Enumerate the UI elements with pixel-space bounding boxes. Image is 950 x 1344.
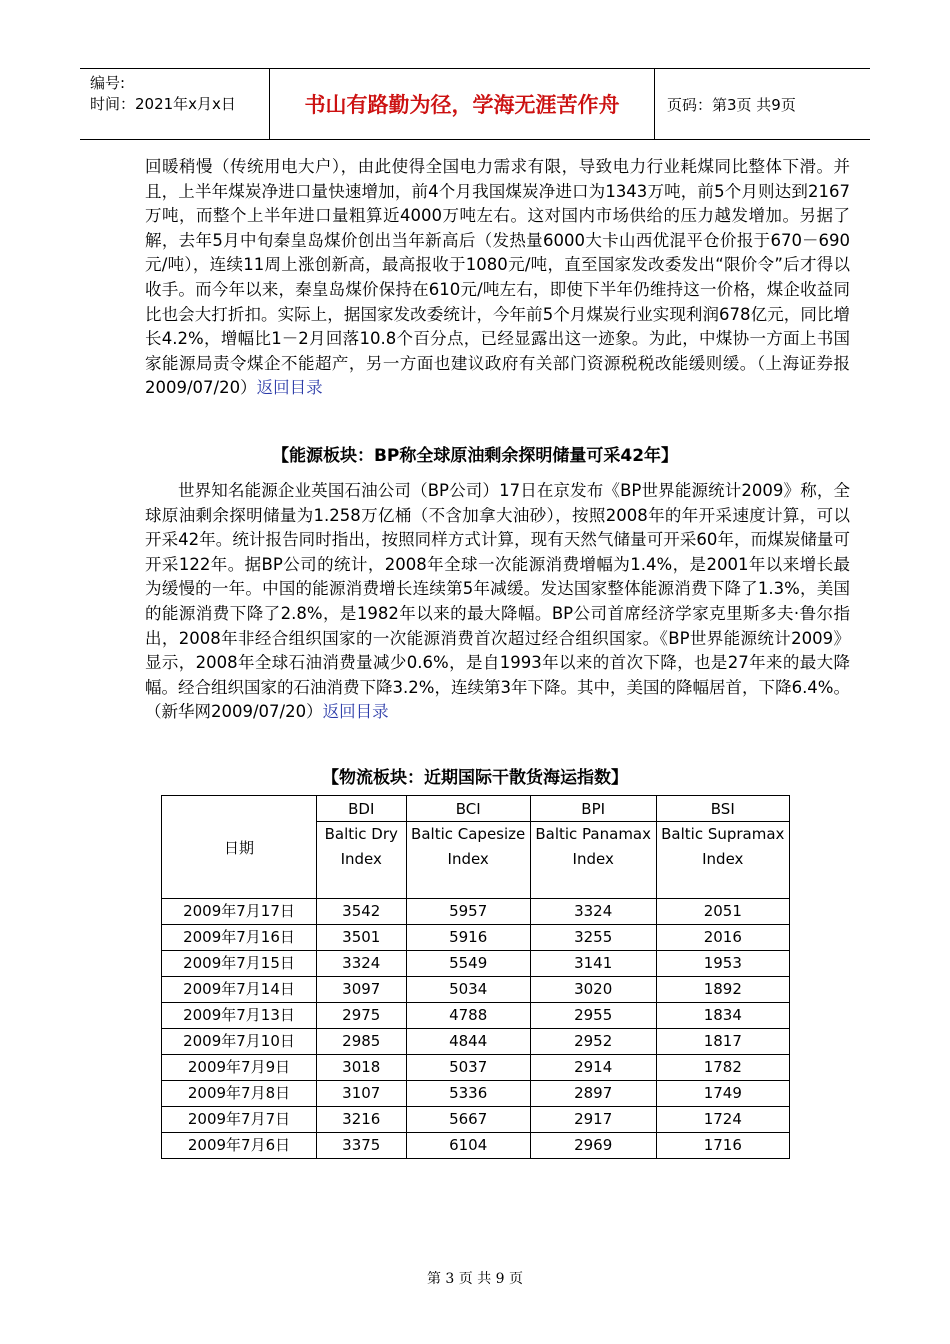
row-date: 2009年7月6日: [162, 1133, 317, 1159]
cell-bci: 5957: [406, 899, 530, 925]
logistics-section-heading: 【物流板块：近期国际干散货海运指数】: [322, 768, 628, 788]
energy-section-heading: 【能源板块：BP称全球原油剩余探明储量可采42年】: [271, 446, 679, 466]
cell-bci: 5336: [406, 1081, 530, 1107]
cell-bci: 5916: [406, 925, 530, 951]
cell-bpi: 3020: [530, 977, 656, 1003]
column-code-bdi: BDI: [317, 796, 407, 822]
cell-bdi: 3097: [317, 977, 407, 1003]
cell-bci: 6104: [406, 1133, 530, 1159]
cell-bpi: 2917: [530, 1107, 656, 1133]
cell-bdi: 3375: [317, 1133, 407, 1159]
column-name-bsi: Baltic Supramax Index: [656, 822, 789, 899]
freight-index-table: [161, 795, 790, 1159]
cell-bsi: 1817: [656, 1029, 789, 1055]
column-code-bci: BCI: [406, 796, 530, 822]
cell-bsi: 1782: [656, 1055, 789, 1081]
cell-bdi: 3501: [317, 925, 407, 951]
table-row: [162, 977, 790, 1003]
cell-bsi: 2051: [656, 899, 789, 925]
cell-bdi: 3107: [317, 1081, 407, 1107]
cell-bsi: 1834: [656, 1003, 789, 1029]
paragraph-coal-text: 回暖稍慢（传统用电大户），由此使得全国电力需求有限，导致电力行业耗煤同比整体下滑。并且，上半年煤炭净进口量快速增加，前4个月我国煤炭净进口为1343万吨，前5个月则达到2167万吨，而整个上半年进口量粗算近4000万吨左右。这对国内市场供给的压力越发增加。另据了解，去年5月中旬秦皇岛煤价创出当年新高后（发热量6000大卡山西优混平仓价报于670－690元/吨），连续11周上涨创新高，最高报收于1080元/吨，直至国家发改委发出“限价令”后才得以收手。而今年以来，秦皇岛煤价保持在610元/吨左右，即使下半年仍维持这一价格，煤企收益同比也会大打折扣。实际上，据国家发改委统计，今年前5个月煤炭行业实现利润678亿元，同比增长4.2%，增幅比1－2月回落10.8个百分点，已经显露出这一迹象。为此，中煤协一方面上书国家能源局责令煤企不能超产，另一方面也建议政府有关部门资源税税改能缓则缓。（上海证券报2009/07/20）: [145, 157, 850, 398]
cell-bci: 5034: [406, 977, 530, 1003]
table-row: [162, 899, 790, 925]
row-date: 2009年7月13日: [162, 1003, 317, 1029]
back-to-toc-link[interactable]: 返回目录: [322, 702, 389, 722]
cell-bsi: 1749: [656, 1081, 789, 1107]
cell-bsi: 1724: [656, 1107, 789, 1133]
table-row: [162, 1081, 790, 1107]
row-date: 2009年7月16日: [162, 925, 317, 951]
cell-bpi: 3255: [530, 925, 656, 951]
column-name-bci: Baltic Capesize Index: [406, 822, 530, 899]
cell-bpi: 2914: [530, 1055, 656, 1081]
cell-bdi: 2985: [317, 1029, 407, 1055]
column-code-bpi: BPI: [530, 796, 656, 822]
cell-bpi: 3141: [530, 951, 656, 977]
cell-bci: 4788: [406, 1003, 530, 1029]
paragraph-coal: [145, 155, 850, 401]
header-time-label: 时间：2021年x月x日: [90, 95, 236, 113]
column-code-bsi: BSI: [656, 796, 789, 822]
cell-bci: 5667: [406, 1107, 530, 1133]
table-row: [162, 1055, 790, 1081]
cell-bsi: 2016: [656, 925, 789, 951]
table-row: [162, 1107, 790, 1133]
cell-bdi: 2975: [317, 1003, 407, 1029]
row-date: 2009年7月10日: [162, 1029, 317, 1055]
table-row: [162, 1133, 790, 1159]
cell-bsi: 1716: [656, 1133, 789, 1159]
header-meta: [80, 69, 270, 139]
column-name-bdi: Baltic Dry Index: [317, 822, 407, 899]
cell-bdi: 3216: [317, 1107, 407, 1133]
row-date: 2009年7月8日: [162, 1081, 317, 1107]
cell-bdi: 3324: [317, 951, 407, 977]
back-to-toc-link[interactable]: 返回目录: [256, 378, 323, 398]
cell-bsi: 1953: [656, 951, 789, 977]
row-date: 2009年7月17日: [162, 899, 317, 925]
cell-bci: 5037: [406, 1055, 530, 1081]
cell-bsi: 1892: [656, 977, 789, 1003]
row-date: 2009年7月7日: [162, 1107, 317, 1133]
cell-bdi: 3542: [317, 899, 407, 925]
date-column-header: 日期: [162, 796, 317, 899]
cell-bci: 4844: [406, 1029, 530, 1055]
cell-bci: 5549: [406, 951, 530, 977]
cell-bpi: 2952: [530, 1029, 656, 1055]
header-motto: 书山有路勤为径，学海无涯苦作舟: [270, 69, 655, 139]
cell-bpi: 3324: [530, 899, 656, 925]
page-header: [80, 68, 870, 140]
table-row: [162, 1029, 790, 1055]
table-row: [162, 925, 790, 951]
cell-bpi: 2897: [530, 1081, 656, 1107]
page-footer: 第 3 页 共 9 页: [426, 1271, 524, 1287]
cell-bpi: 2955: [530, 1003, 656, 1029]
header-number-label: 编号:: [90, 74, 126, 92]
paragraph-energy-text: 世界知名能源企业英国石油公司（BP公司）17日在京发布《BP世界能源统计2009》称，全球原油剩余探明储量为1.258万亿桶（不含加拿大油砂），按照2008年的年开采速度计算，可以开采42年。统计报告同时指出，按照同样方式计算，现有天然气储量可开采60年，而煤炭储量可开采122年。据BP公司的统计，2008年全球一次能源消费增幅为1.4%，是2001年以来增长最为缓慢的一年。中国的能源消费增长连续第5年减缓。发达国家整体能源消费下降了1.3%，美国的能源消费下降了2.8%，是1982年以来的最大降幅。BP公司首席经济学家克里斯多夫·鲁尔指出，2008年非经合组织国家的一次能源消费首次超过经合组织国家。《BP世界能源统计2009》显示，2008年全球石油消费量减少0.6%，是自1993年以来的首次下降，也是27年来的最大降幅。经合组织国家的石油消费下降3.2%，连续第3年下降。其中，美国的降幅居首，下降6.4%。（新华网2009/07/20）: [145, 481, 850, 722]
row-date: 2009年7月9日: [162, 1055, 317, 1081]
cell-bdi: 3018: [317, 1055, 407, 1081]
table-row: [162, 951, 790, 977]
row-date: 2009年7月14日: [162, 977, 317, 1003]
table-row: [162, 1003, 790, 1029]
cell-bpi: 2969: [530, 1133, 656, 1159]
paragraph-energy: [145, 479, 850, 725]
header-page-label: 页码：第3页 共9页: [667, 95, 796, 114]
row-date: 2009年7月15日: [162, 951, 317, 977]
freight-index-table-body: [162, 899, 790, 1159]
column-name-bpi: Baltic Panamax Index: [530, 822, 656, 899]
